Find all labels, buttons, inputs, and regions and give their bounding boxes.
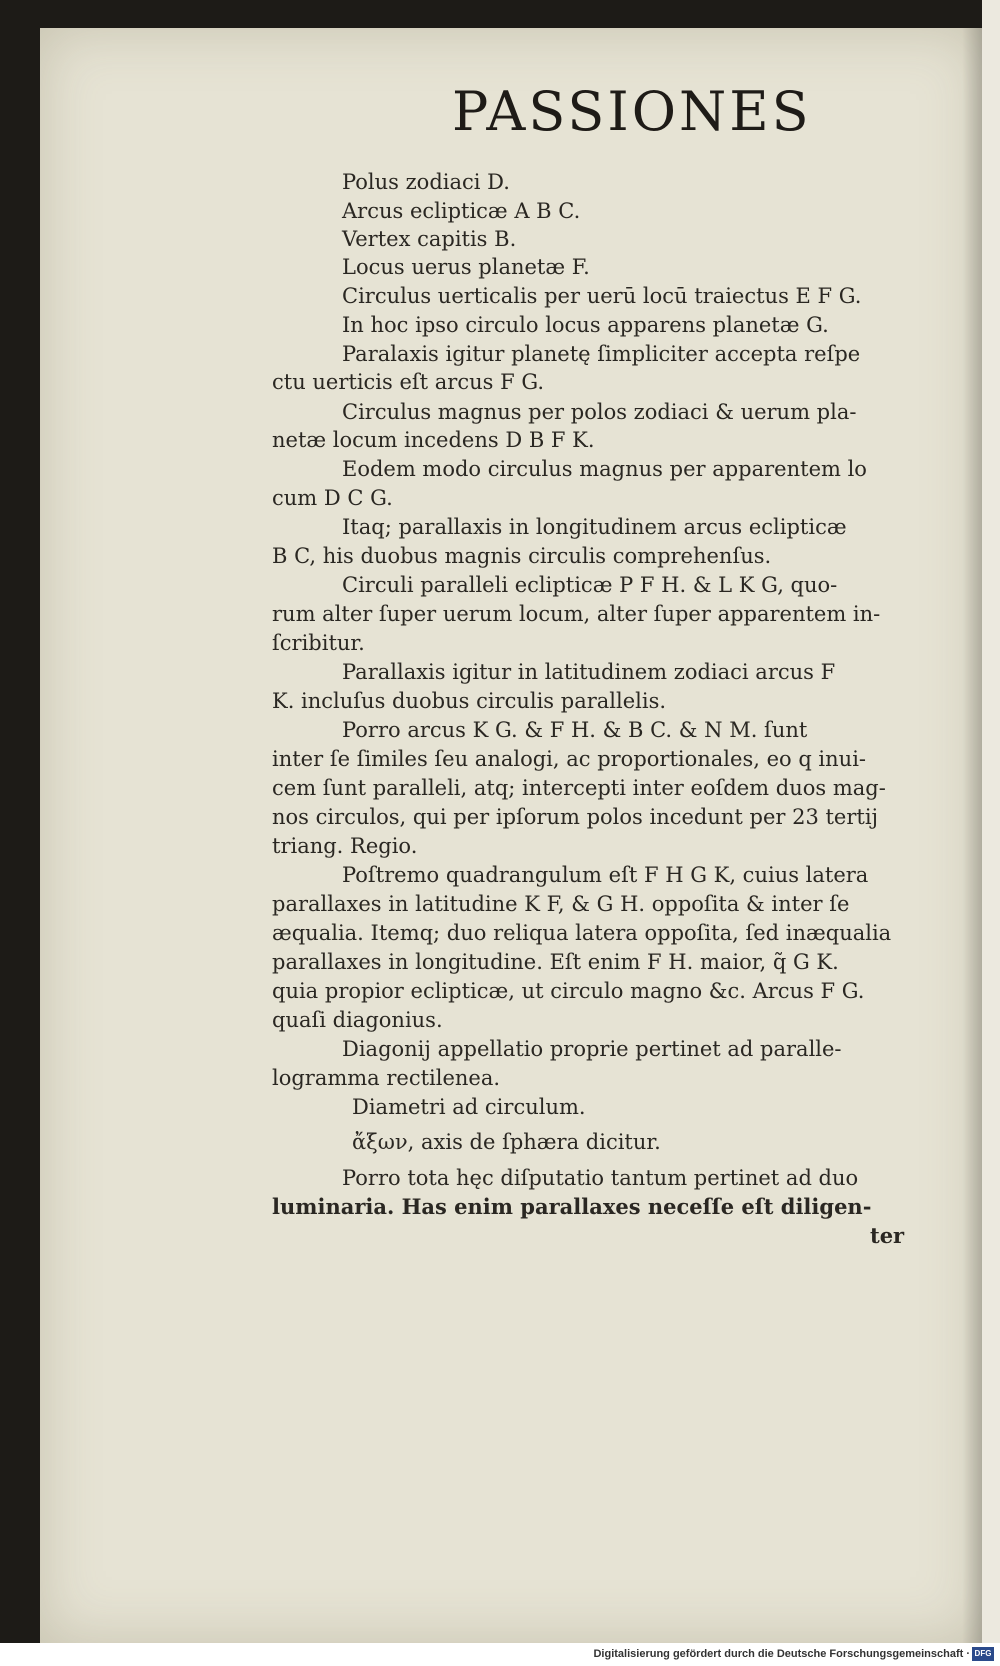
text-line: Polus zodiaci D. (342, 170, 510, 194)
text-line: Arcus eclipticæ A B C. (342, 199, 581, 223)
book-page (40, 28, 982, 1643)
text-line: ctu uerticis eſt arcus F G. (272, 370, 545, 394)
text-line: Porro arcus K G. & F H. & B C. & N M. ſunt (342, 718, 808, 742)
text-line: cum D C G. (272, 486, 393, 510)
text-line: Diametri ad circulum. (352, 1095, 586, 1119)
text-line: inter ſe ſimiles ſeu analogi, ac proportionales, eo q inui- (272, 747, 867, 771)
text-line: Circulus magnus per polos zodiaci & uerum pla- (342, 400, 857, 424)
text-line: triang. Regio. (272, 834, 418, 858)
footer-bar (0, 1643, 1000, 1666)
text-line: Paralaxis igitur planetę ſimpliciter accepta reſpe (342, 342, 861, 366)
text-line: parallaxes in longitudine. Eſt enim F H. maior, q̃ G K. (272, 950, 839, 974)
text-line: Locus uerus planetæ F. (342, 255, 590, 279)
text-line: K. incluſus duobus circulis parallelis. (272, 689, 667, 713)
page-title: PASSIONES (452, 80, 812, 143)
text-line: B C, his duobus magnis circulis comprehenſus. (272, 544, 772, 568)
text-line: Diagonij appellatio proprie pertinet ad paralle- (342, 1037, 842, 1061)
text-line: rum alter ſuper uerum locum, alter ſuper apparentem in- (272, 602, 881, 626)
text-line: luminaria. Has enim parallaxes neceſſe eſt diligen- (272, 1194, 872, 1219)
dfg-logo: DFG (972, 1647, 994, 1661)
right-edge-strip (982, 0, 1000, 1666)
footer-credit: Digitalisierung gefördert durch die Deutsche Forschungsgemeinschaft · (593, 1648, 970, 1660)
text-line: æqualia. Itemq; duo reliqua latera oppoſita, ſed inæqualia (272, 921, 892, 945)
text-line: cem ſunt paralleli, atq; intercepti inter eoſdem duos mag- (272, 776, 886, 800)
text-line: quia propior eclipticæ, ut circulo magno &c. Arcus F G. (272, 979, 865, 1003)
text-line: nos circulos, qui per ipſorum polos incedunt per 23 tertij (272, 805, 879, 829)
text-line: Itaq; parallaxis in longitudinem arcus eclipticæ (342, 515, 847, 539)
text-line: netæ locum incedens D B F K. (272, 428, 595, 452)
catchword: ter (870, 1223, 905, 1248)
text-line: Circuli paralleli eclipticæ P F H. & L K G, quo- (342, 573, 838, 597)
text-line: Eodem modo circulus magnus per apparentem lo (342, 457, 867, 481)
text-line: quaſi diagonius. (272, 1008, 443, 1032)
text-line-greek: ἄξων, axis de ſphæra dicitur. (352, 1130, 661, 1154)
text-line: Parallaxis igitur in latitudinem zodiaci arcus F (342, 660, 836, 684)
page-fold-shadow (962, 28, 982, 1643)
text-line: logramma rectilenea. (272, 1066, 501, 1090)
text-line: parallaxes in latitudine K F, & G H. oppoſita & inter ſe (272, 892, 850, 916)
text-line: Poſtremo quadrangulum eſt F H G K, cuius latera (342, 863, 869, 887)
text-line: ſcribitur. (272, 631, 365, 655)
text-line: Circulus uerticalis per uerū locū traiectus E F G. (342, 284, 862, 308)
text-line: Vertex capitis B. (342, 227, 517, 251)
text-line: Porro tota hęc diſputatio tantum pertinet ad duo (342, 1166, 859, 1190)
text-line: In hoc ipso circulo locus apparens planetæ G. (342, 313, 829, 337)
